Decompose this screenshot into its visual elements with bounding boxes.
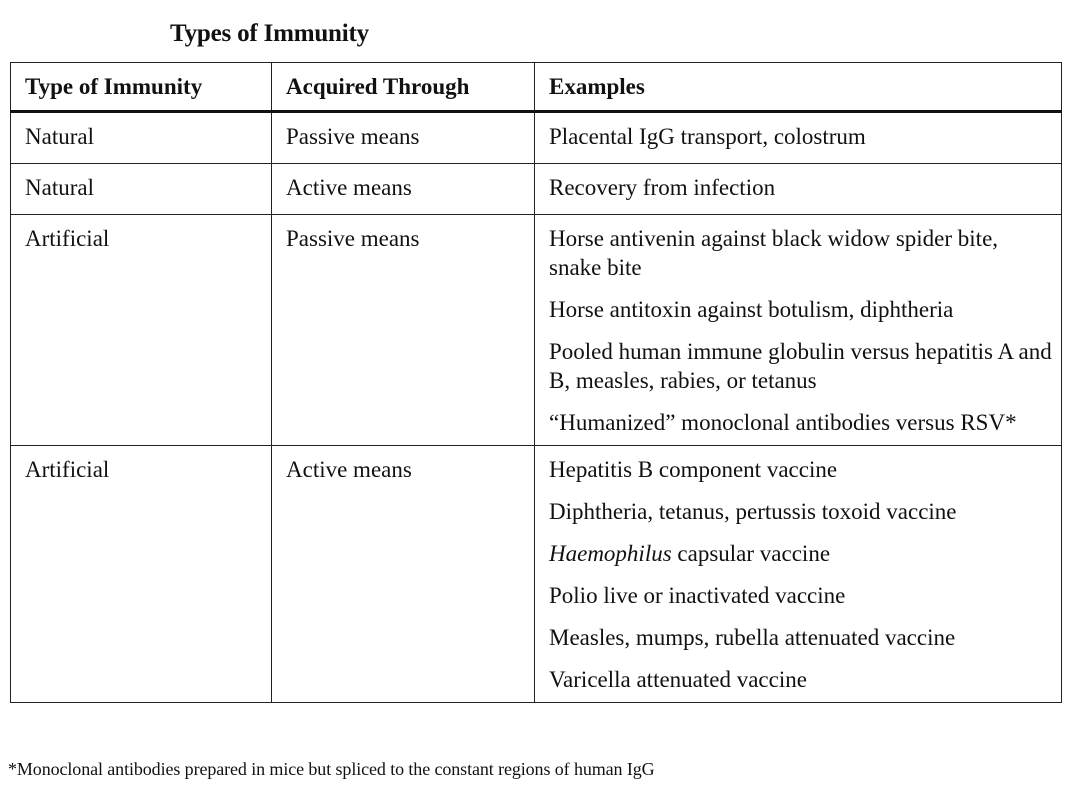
table-row (11, 164, 1062, 215)
cell-type: Natural (11, 164, 272, 215)
example-item: Varicella attenuated vaccine (549, 667, 807, 692)
example-item: Horse antivenin against black widow spider bite, snake bite (549, 226, 999, 280)
table-title: Types of Immunity (170, 20, 369, 47)
example-item: “Humanized” monoclonal antibodies versus RSV* (549, 410, 1017, 435)
cell-type: Artificial (11, 215, 272, 446)
cell-acquired: Active means (272, 164, 535, 215)
table-row (11, 112, 1062, 164)
cell-acquired: Passive means (272, 112, 535, 164)
footnote: *Monoclonal antibodies prepared in mice but spliced to the constant regions of human IgG (8, 759, 655, 779)
column-header-type: Type of Immunity (11, 63, 272, 112)
example-item: Horse antitoxin against botulism, diphtheria (549, 297, 954, 322)
table-row (11, 446, 1062, 703)
example-item: Diphtheria, tetanus, pertussis toxoid vaccine (549, 499, 957, 524)
example-item: Measles, mumps, rubella attenuated vaccine (549, 625, 956, 650)
example-item: Pooled human immune globulin versus hepatitis A and B, measles, rabies, or tetanus (549, 339, 1052, 393)
example-item: Placental IgG transport, colostrum (549, 124, 866, 149)
example-rest: capsular vaccine (671, 541, 831, 566)
cell-examples (535, 446, 1062, 703)
example-item: Hepatitis B component vaccine (549, 457, 838, 482)
cell-type: Artificial (11, 446, 272, 703)
column-header-acquired: Acquired Through (272, 63, 535, 112)
cell-acquired: Active means (272, 446, 535, 703)
example-italic-term: Haemophilus (549, 541, 672, 566)
example-item: Polio live or inactivated vaccine (549, 583, 846, 608)
table-header-row (11, 63, 1062, 112)
column-header-examples: Examples (535, 63, 1062, 112)
cell-examples (535, 215, 1062, 446)
immunity-table (10, 62, 1062, 703)
example-item: Recovery from infection (549, 175, 776, 200)
table-row (11, 215, 1062, 446)
cell-acquired: Passive means (272, 215, 535, 446)
cell-examples (535, 164, 1062, 215)
cell-type: Natural (11, 112, 272, 164)
example-item (549, 539, 1053, 568)
cell-examples (535, 112, 1062, 164)
